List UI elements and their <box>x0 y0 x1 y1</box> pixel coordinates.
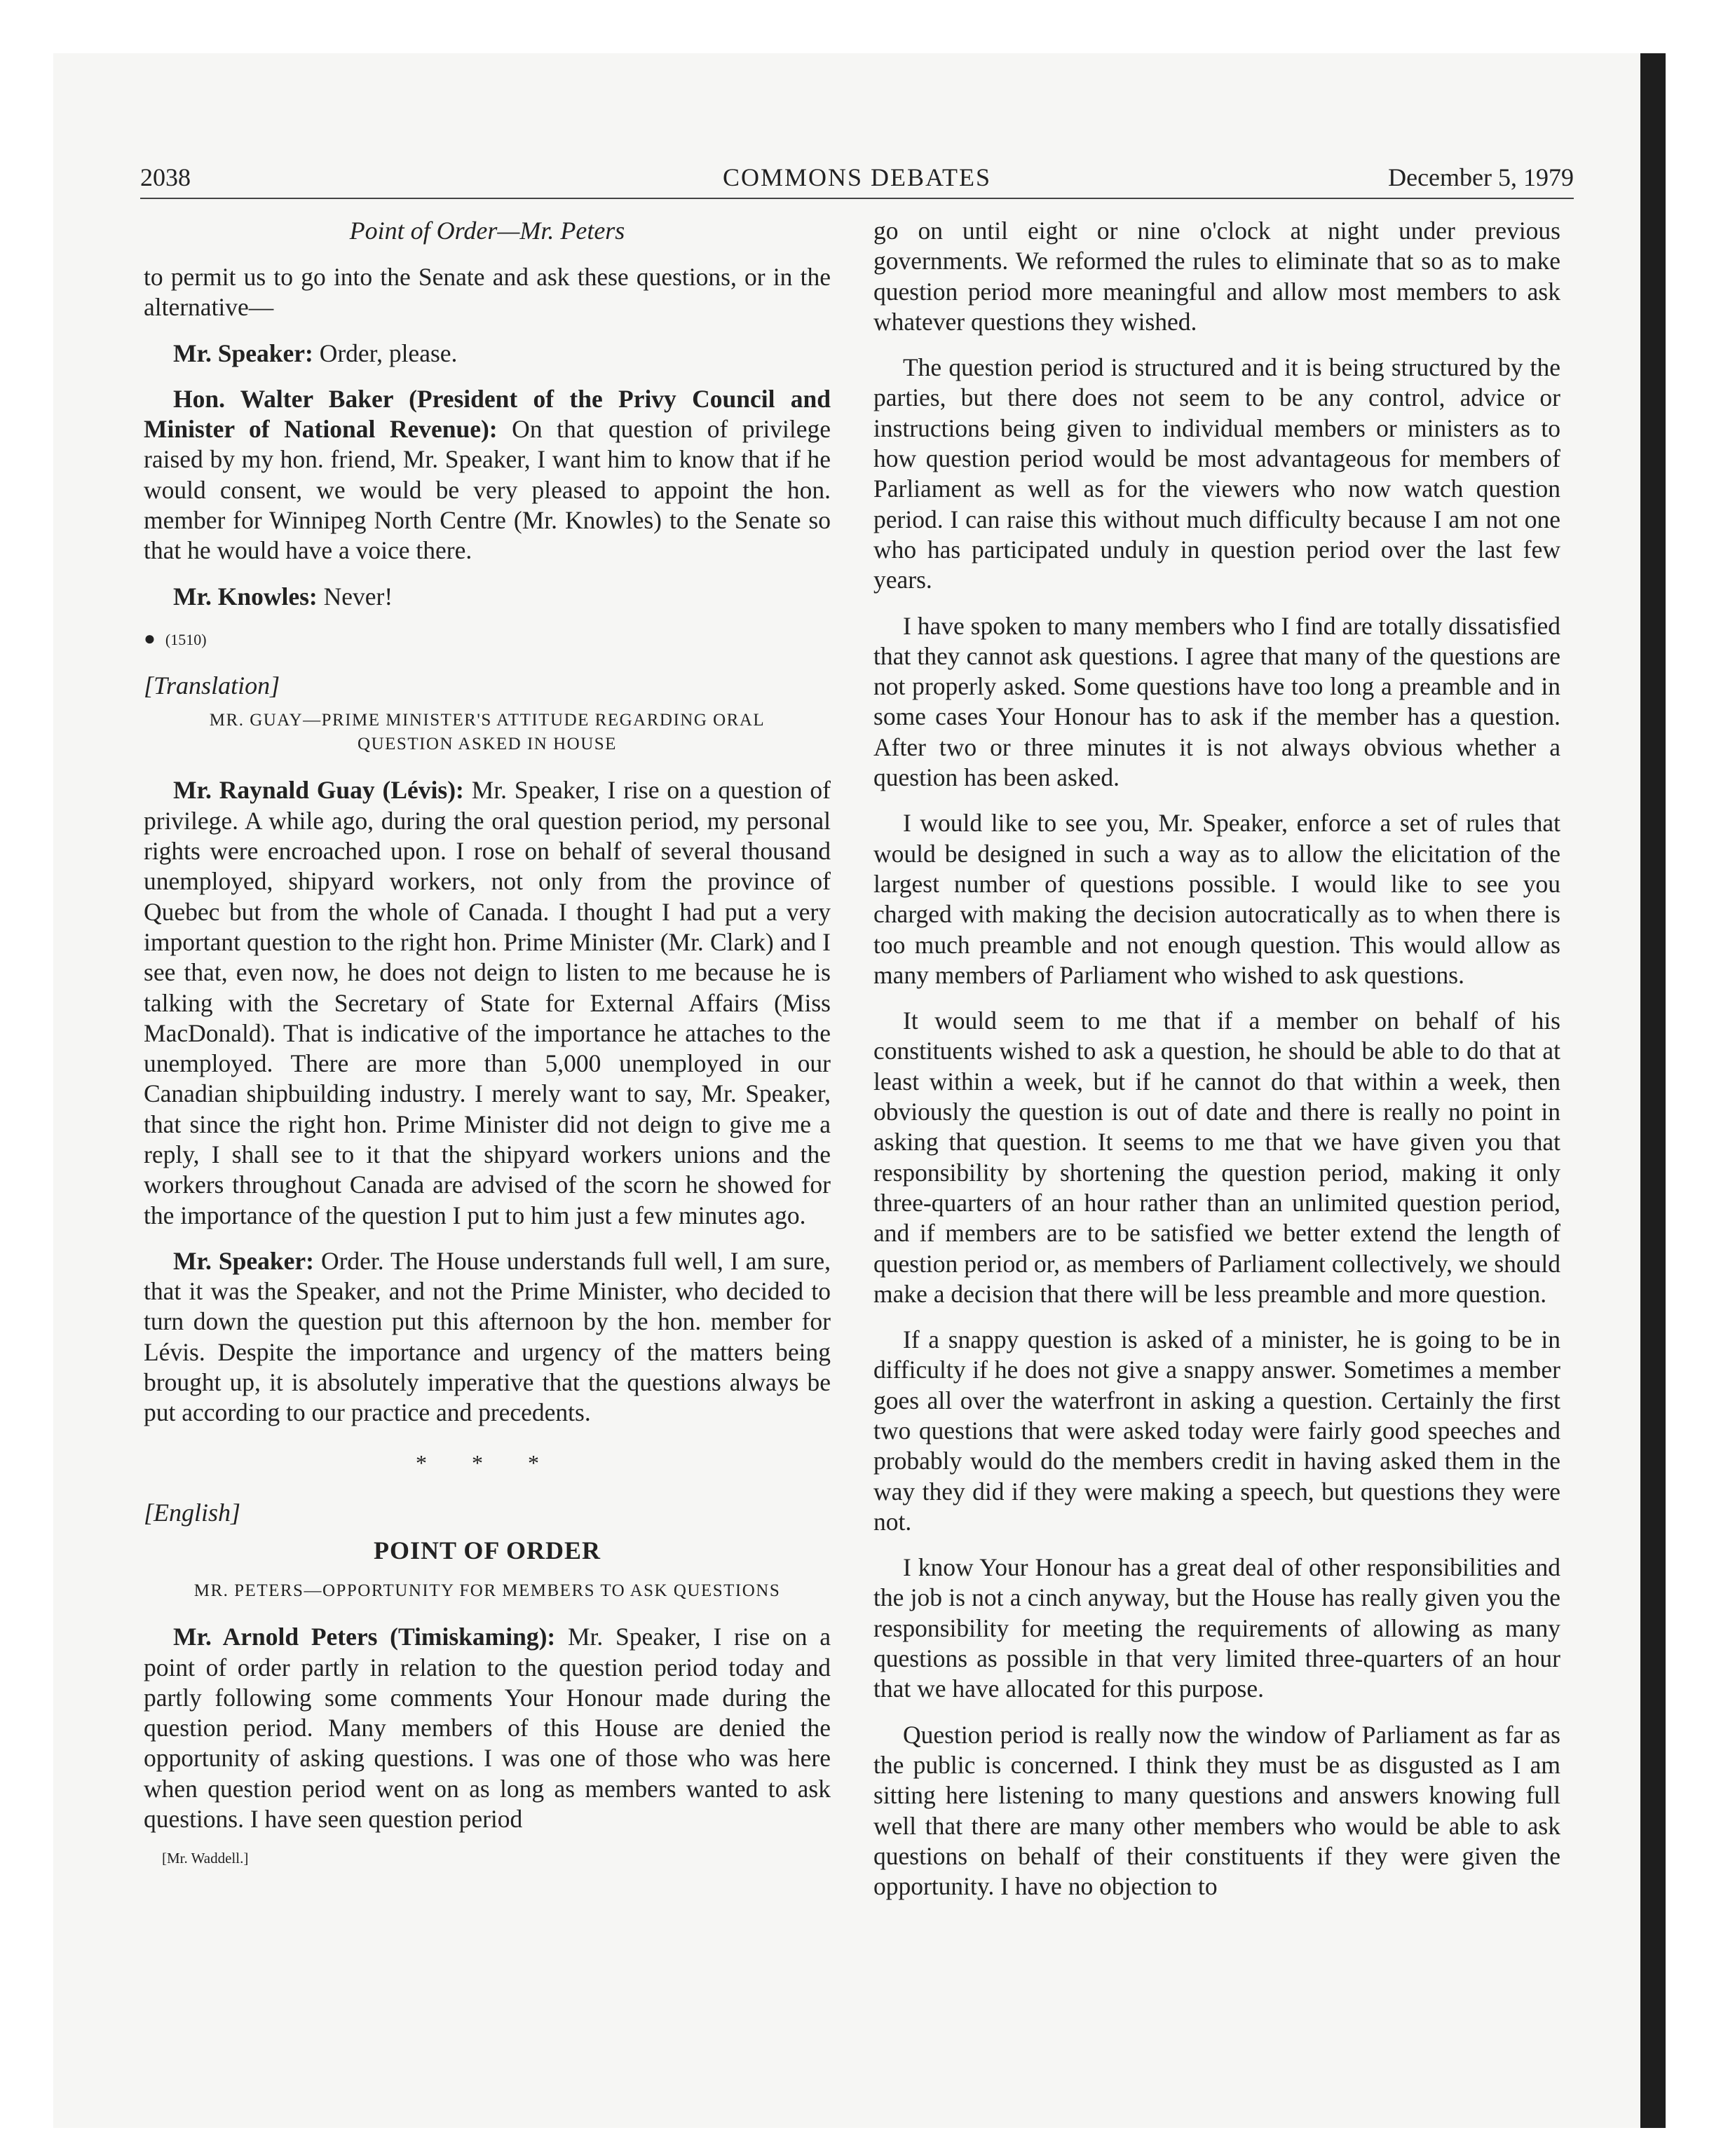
speaker-name: Mr. Raynald Guay (Lévis): <box>173 776 464 805</box>
paragraph: The question period is structured and it is being structured by the parties, but there does not seem to be any control, advice or instructions being given to individual members or ministers as to how question period would be most advantageous for members of Parliament as well as for the viewers who now watch question period. I can raise this without much difficulty because I am not one who has participated unduly in question period over the last few years. <box>873 353 1560 594</box>
english-label: [English] <box>144 1498 241 1527</box>
speaker-name: Mr. Knowles: <box>173 582 318 610</box>
right-column <box>873 216 1560 1917</box>
speech-text: On that question of privilege raised by my hon. friend, Mr. Speaker, I want him to know that if he would consent, we would be very pleased to appoint the hon. member for Winnipeg North Centre (Mr. Knowles) to the Senate so that he would have a voice there. <box>144 415 831 565</box>
running-head: Point of Order—Mr. Peters <box>349 217 625 245</box>
paragraph: I have spoken to many members who I find are totally dissatisfied that they cannot ask questions. I agree that many of the questions are not properly asked. Some questions have too long a preamble and in some cases Your Honour has to ask if the member has a question. After two or three minutes it is not always obvious whether a question has been asked. <box>873 611 1560 792</box>
paragraph: to permit us to go into the Senate and ask these questions, or in the alternative— <box>144 262 831 322</box>
header-rule <box>140 198 1574 199</box>
page-header <box>140 157 1574 199</box>
speaker-name: Mr. Arnold Peters (Timiskaming): <box>173 1623 556 1651</box>
paragraph: go on until eight or nine o'clock at night under previous governments. We reformed the rules to eliminate that so as to make question period more meaningful and allow most members to ask whatever questions they wished. <box>873 217 1560 336</box>
section-subheading: MR. PETERS—OPPORTUNITY FOR MEMBERS TO ASK QUESTIONS <box>193 1581 781 1600</box>
publication-date: December 5, 1979 <box>1388 163 1574 191</box>
speech-text: Order, please. <box>313 339 458 367</box>
paragraph: It would seem to me that if a member on behalf of his constituents wished to ask a question, he should be able to do that at least within a week, but if he cannot do that within a week, then obviously the question is out of date and there is really no point in asking that question. It seems to me that we have given you that responsibility by shortening the question period, making it only three-quarters of an hour rather than an unlimited question period, and if members are to be satisfied we better extend the length of question period or, as members of Parliament collectively, we should make a decision that there will be less preamble and more question. <box>873 1007 1560 1308</box>
paragraph: Question period is really now the window of Parliament as far as the public is concerned. I think they must be as disgusted as I am sitting here listening to many questions and answers knowing full well that there are many other members who would be able to ask questions on behalf of their constituents if they were given the opportunity. I have no objection to <box>873 1720 1560 1901</box>
paragraph <box>144 1246 831 1428</box>
speaker-name: Mr. Speaker: <box>173 1246 314 1275</box>
scan-edge-bar <box>1640 53 1666 2128</box>
speech-text: Order. The House understands full well, I am sure, that it was the Speaker, and not the Prime Minister, who decided to turn down the question put this afternoon by the hon. member for Lévis. Despite the importance and urgency of the matters being brought up, it is absolutely imperative that the questions always be put according to our practice and precedents. <box>144 1246 831 1427</box>
bullet-icon: ● <box>144 627 156 650</box>
left-column <box>144 216 831 1868</box>
section-subheading: MR. GUAY—PRIME MINISTER'S ATTITUDE REGARDING ORAL QUESTION ASKED IN HOUSE <box>209 710 766 753</box>
speaker-name: Hon. Walter Baker (President of the Privy Council and Minister of National Revenue): <box>144 384 831 444</box>
speech-text: Mr. Speaker, I rise on a question of privilege. A while ago, during the oral question period, my personal rights were encroached upon. I rose on behalf of several thousand unemployed, shipyard workers, not only from the province of Quebec but from the whole of Canada. I thought I had put a very important question to the right hon. Prime Minister (Mr. Clark) and I see that, even now, he does not deign to listen to me because he is talking with the Secretary of State for External Affairs (Miss MacDonald). That is indicative of the importance he attaches to the unemployed. There are more than 5,000 unemployed in our Canadian shipbuilding industry. I merely want to say, Mr. Speaker, that since the right hon. Prime Minister did not deign to give me a reply, I shall see to it that the shipyard workers unions and the workers throughout Canada are advised of the scorn he showed for the importance of the question I put to him just a few minutes ago. <box>144 776 831 1229</box>
paragraph <box>144 1622 831 1834</box>
time-marker <box>144 627 831 651</box>
paragraph: I know Your Honour has a great deal of other responsibilities and the job is not a cinch anyway, but the House has really given you the responsibility for meeting the requirements of allowing as many questions as possible in that very limited three-quarters of an hour that we have allocated for this purpose. <box>873 1553 1560 1703</box>
time-marker-text: (1510) <box>165 630 207 648</box>
paragraph: If a snappy question is asked of a minister, he is going to be in difficulty if he does not give a snappy answer. Sometimes a member goes all over the waterfront in asking a question. Certainly the first two questions that were asked today were fairly good speeches and probably would do the members credit in having asked them in the way they did if they were making a speech, but questions they were not. <box>873 1325 1560 1536</box>
speaker-name: Mr. Speaker: <box>173 339 313 367</box>
paragraph <box>144 339 831 369</box>
section-heading: POINT OF ORDER <box>373 1536 601 1564</box>
paragraph <box>144 582 831 612</box>
paragraph: I would like to see you, Mr. Speaker, enforce a set of rules that would be designed in such a way as to allow the elicitation of the largest number of questions possible. I would like to see you charged with making the decision autocratically as to when there is too much preamble and not enough question. This would allow as many members of Parliament who wished to ask questions. <box>873 809 1560 989</box>
paragraph <box>144 775 831 1230</box>
publication-title: COMMONS DEBATES <box>722 163 992 191</box>
speech-text: Never! <box>317 582 393 610</box>
paragraph <box>144 384 831 566</box>
speaker-footnote: [Mr. Waddell.] <box>162 1850 249 1867</box>
speech-text: Mr. Speaker, I rise on a point of order partly in relation to the question period today and partly following some comments Your Honour made during the question period. Many members of this House are denied the opportunity of asking questions. I was one of those who was here when question period went on as long as members wanted to ask questions. I have seen question period <box>144 1623 831 1834</box>
page-number: 2038 <box>140 163 191 191</box>
section-separator: * * * <box>416 1449 559 1475</box>
translation-label: [Translation] <box>144 671 280 700</box>
